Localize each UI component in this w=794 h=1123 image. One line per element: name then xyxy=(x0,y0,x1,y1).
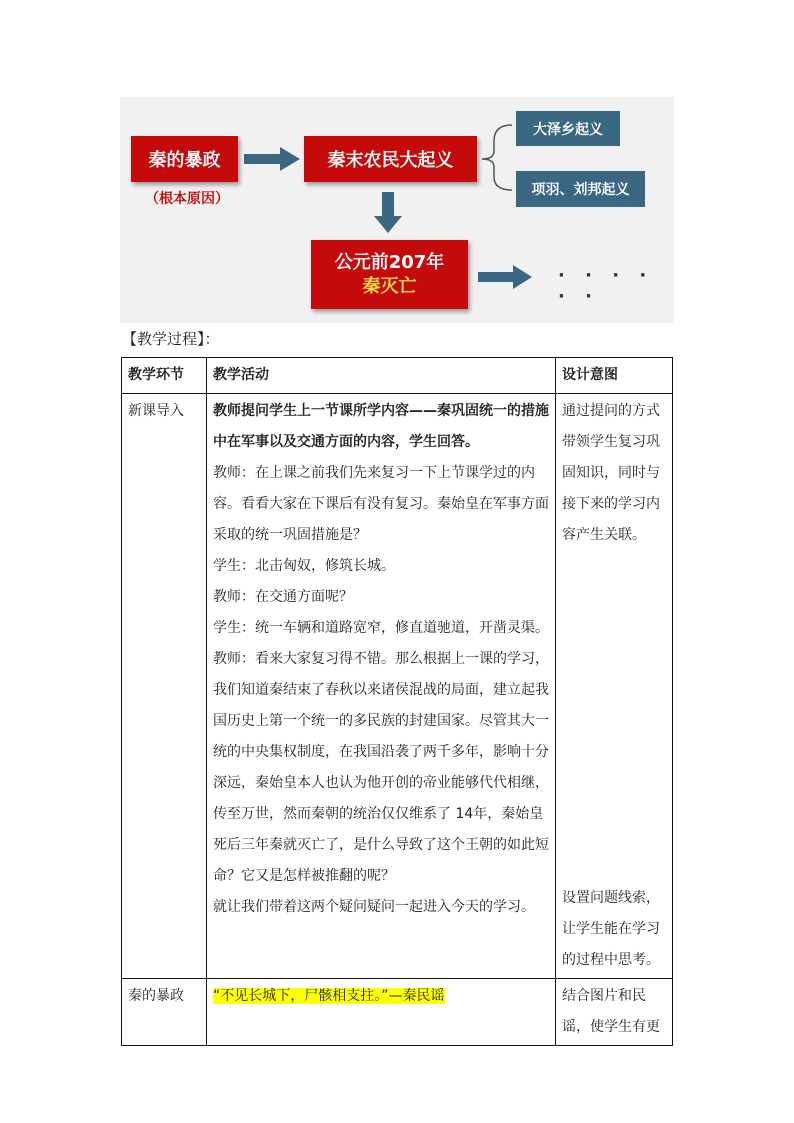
cause-note: （根本原因） xyxy=(145,191,229,207)
table-header-row xyxy=(122,358,673,394)
activity-cell xyxy=(207,979,556,1046)
branch-label-1: 大泽乡起义 xyxy=(533,121,603,138)
right-arrow-1 xyxy=(244,147,300,171)
uprising-box xyxy=(304,136,477,182)
intent-text-2: 设置问题线索，让学生能在学习的过程中思考。 xyxy=(562,890,660,968)
right-arrow-2 xyxy=(478,265,532,289)
activity-cell xyxy=(207,394,556,979)
branch-label-2: 项羽、刘邦起义 xyxy=(531,182,630,198)
branch-box-2 xyxy=(516,171,645,207)
history-flow-diagram xyxy=(120,97,674,323)
result-line-1: 公元前207年 xyxy=(334,251,445,273)
stage-cell xyxy=(122,394,207,979)
uprising-label: 秦末农民大起义 xyxy=(327,150,454,171)
header-stage: 教学环节 xyxy=(122,358,207,394)
table-row xyxy=(122,394,673,979)
down-arrow xyxy=(374,192,402,233)
intent-text: 结合图片和民谣，使学生有更 xyxy=(562,988,660,1035)
dialogue-line: 学生：统一车辆和道路宽窄，修直道驰道，开凿灵渠。 xyxy=(213,620,549,636)
teaching-process-table xyxy=(121,357,673,1046)
section-heading: 【教学过程】： xyxy=(122,330,220,348)
dialogue-line: 教师：在交通方面呢？ xyxy=(213,589,353,605)
dialogue-line: 就让我们带着这两个疑问疑问一起进入今天的学习。 xyxy=(213,899,535,915)
intent-text-1: 通过提问的方式带领学生复习巩固知识，同时与接下来的学习内容产生关联。 xyxy=(562,403,660,543)
cause-box xyxy=(131,136,238,182)
branch-bracket xyxy=(482,125,512,190)
stage-cell xyxy=(122,979,207,1046)
result-box xyxy=(311,240,468,309)
header-activity: 教学活动 xyxy=(207,358,556,394)
dialogue-line: 学生：北击匈奴，修筑长城。 xyxy=(213,558,395,574)
intent-cell xyxy=(556,979,673,1046)
stage-label: 秦的暴政 xyxy=(128,988,184,1004)
branch-box-1 xyxy=(516,111,620,146)
header-intent: 设计意图 xyxy=(556,358,673,394)
continuation-dots: · · · · · · xyxy=(558,265,654,307)
table-row xyxy=(122,979,673,1046)
result-line-2: 秦灭亡 xyxy=(362,275,417,297)
cause-label: 秦的暴政 xyxy=(148,150,221,171)
stage-label: 新课导入 xyxy=(128,403,184,419)
activity-prompt: 教师提问学生上一节课所学内容——秦巩固统一的措施中在军事以及交通方面的内容，学生回答。 xyxy=(213,403,549,450)
dialogue-line: 教师：在上课之前我们先来复习一下上节课学过的内容。看看大家在下课后有没有复习。秦始皇在军事方面采取的统一巩固措施是？ xyxy=(213,465,549,543)
intent-cell xyxy=(556,394,673,979)
dialogue-line: 教师：看来大家复习得不错。那么根据上一课的学习，我们知道秦结束了春秋以来诸侯混战的局面，建立起我国历史上第一个统一的多民族的封建国家。尽管其大一统的中央集权制度，在我国沿袭了两千多年，影响十分深远，秦始皇本人也认为他开创的帝业能够代代相继，传至万世，然而秦朝的统治仅仅维系了 14年，秦始皇死后三年秦就灭亡了，是什么导致了这个王朝的如此短命？它又是怎样被推翻的呢？ xyxy=(213,651,549,884)
folk-song-quote: “不见长城下，尸骸相支拄。”—秦民谣 xyxy=(213,988,445,1004)
